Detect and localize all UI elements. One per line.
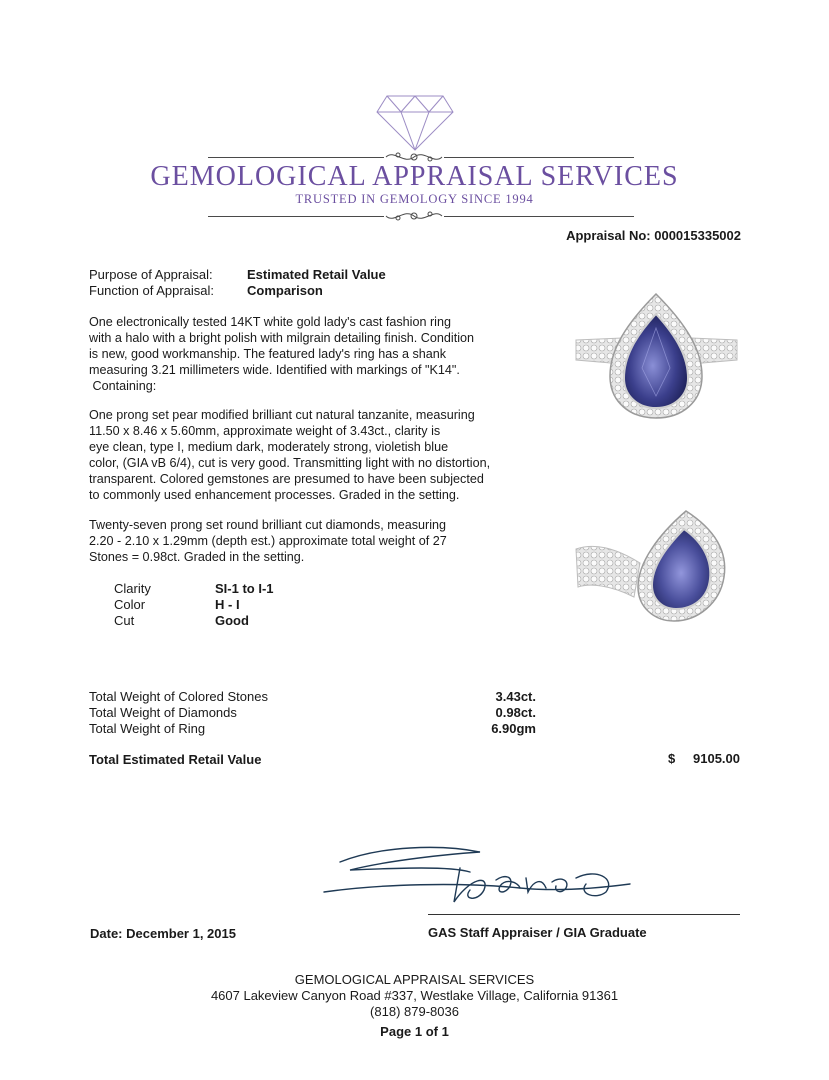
description-line: measuring 3.21 millimeters wide. Identified with markings of "K14".	[89, 363, 460, 377]
description-line: color, (GIA vB 6/4), cut is very good. Transmitting light with no distortion,	[89, 456, 491, 470]
footer-phone: (818) 879-8036	[370, 1004, 459, 1019]
ring-description	[89, 314, 539, 394]
description-line: Containing:	[89, 379, 157, 393]
total-colored-value: 3.43ct.	[495, 689, 536, 704]
spec-label-color: Color	[114, 597, 146, 612]
description-line: is new, good workmanship. The featured lady's ring has a shank	[89, 347, 447, 361]
retail-value-label: Total Estimated Retail Value	[89, 752, 262, 767]
footer-company: GEMOLOGICAL APPRAISAL SERVICES	[294, 972, 535, 987]
tanzanite-description	[89, 407, 539, 503]
company-tagline: TRUSTED IN GEMOLOGY SINCE 1994	[295, 192, 534, 206]
spec-label-clarity: Clarity	[114, 581, 151, 596]
total-ring-value: 6.90gm	[491, 721, 536, 736]
description-line: with a halo with a bright polish with milgrain detailing finish. Condition	[89, 331, 475, 345]
description-line: Stones = 0.98ct. Graded in the setting.	[89, 550, 305, 564]
appraiser-title: GAS Staff Appraiser / GIA Graduate	[428, 925, 647, 940]
header-rule-bottom-right	[444, 216, 634, 217]
function-value: Comparison	[247, 283, 323, 298]
ornament-bottom-icon	[384, 208, 444, 224]
ring-photo-top	[574, 288, 739, 428]
description-line: transparent. Colored gemstones are presumed to have been subjected	[89, 472, 484, 486]
purpose-value: Estimated Retail Value	[247, 267, 386, 282]
retail-value: 9105.00	[693, 751, 740, 766]
retail-currency: $	[668, 751, 676, 766]
appraisal-date: Date: December 1, 2015	[90, 926, 236, 941]
spec-value-color: H - I	[215, 597, 240, 612]
signature-line	[428, 914, 740, 915]
signature-image	[320, 838, 650, 918]
description-line: One electronically tested 14KT white gold lady's cast fashion ring	[89, 315, 451, 329]
spec-label-cut: Cut	[114, 613, 135, 628]
description-line: eye clean, type I, medium dark, moderately strong, violetish blue	[89, 440, 449, 454]
appraisal-number-value: 000015335002	[654, 228, 741, 243]
company-name: GEMOLOGICAL APPRAISAL SERVICES	[150, 161, 679, 192]
total-ring-label: Total Weight of Ring	[89, 721, 206, 736]
purpose-label: Purpose of Appraisal:	[89, 267, 213, 282]
footer-address: 4607 Lakeview Canyon Road #337, Westlake Village, California 91361	[210, 988, 619, 1003]
ring-photo-bottom	[574, 503, 744, 633]
total-diamonds-value: 0.98ct.	[495, 705, 536, 720]
spec-value-cut: Good	[215, 613, 249, 628]
header-rule-top-right	[444, 157, 634, 158]
description-line: 11.50 x 8.46 x 5.60mm, approximate weight of 3.43ct., clarity is	[89, 424, 441, 438]
description-line: One prong set pear modified brilliant cut natural tanzanite, measuring	[89, 408, 475, 422]
description-line: 2.20 - 2.10 x 1.29mm (depth est.) approximate total weight of 27	[89, 534, 447, 548]
spec-value-clarity: SI-1 to I-1	[215, 581, 274, 596]
header-rule-bottom-left	[208, 216, 384, 217]
total-diamonds-label: Total Weight of Diamonds	[89, 705, 237, 720]
diamond-description	[89, 517, 539, 565]
description-line: to commonly used enhancement processes. Graded in the setting.	[89, 488, 460, 502]
header-rule-top-left	[208, 157, 384, 158]
appraisal-number-label: Appraisal No:	[566, 228, 651, 243]
appraisal-number	[566, 228, 741, 243]
function-label: Function of Appraisal:	[89, 283, 215, 298]
diamond-logo-icon	[375, 92, 455, 152]
page-number: Page 1 of 1	[380, 1024, 449, 1039]
total-colored-label: Total Weight of Colored Stones	[89, 689, 268, 704]
description-line: Twenty-seven prong set round brilliant cut diamonds, measuring	[89, 518, 447, 532]
